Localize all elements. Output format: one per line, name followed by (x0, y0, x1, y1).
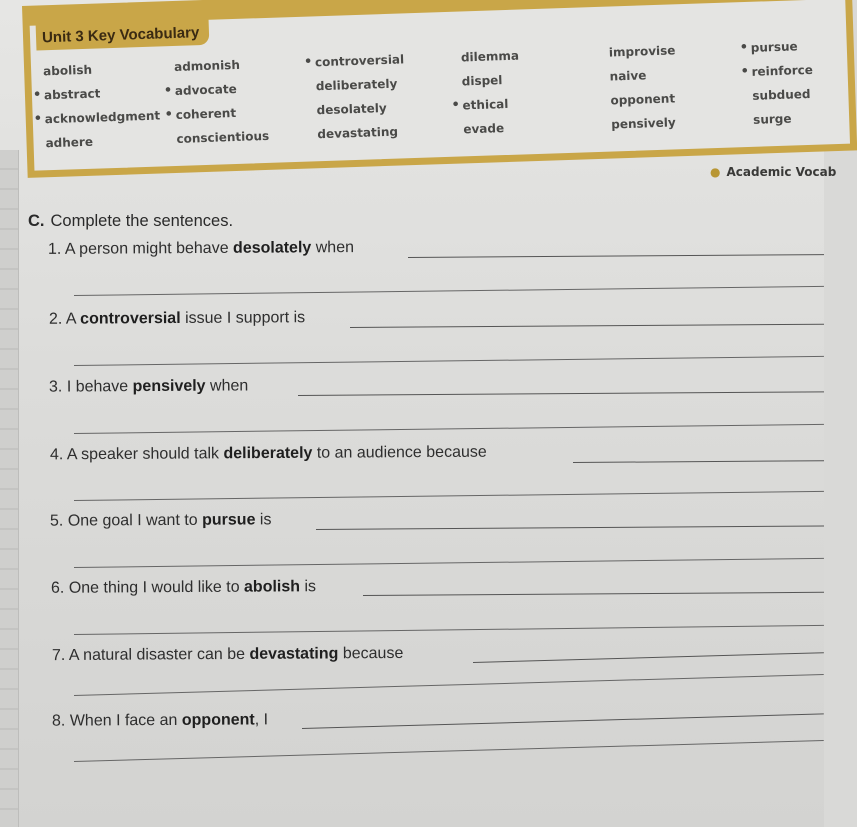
question-3 (49, 377, 248, 396)
vocabulary-word: deliberately (315, 76, 398, 94)
question-key-word: pensively (132, 377, 206, 396)
question-text-after: because (337, 644, 403, 663)
section-heading (28, 212, 233, 231)
question-text-after: is (255, 511, 272, 529)
answer-line[interactable] (302, 713, 824, 729)
vocabulary-word: evade (463, 121, 505, 137)
question-key-word: abolish (243, 578, 301, 596)
vocabulary-word: improvise (608, 43, 676, 60)
vocabulary-title: Unit 3 Key Vocabulary (36, 18, 210, 51)
vocabulary-word: naive (609, 68, 647, 84)
question-text-after: , I (254, 711, 269, 729)
question-text-before: When I face an (69, 711, 183, 730)
question-key-word: desolately (232, 239, 312, 257)
answer-line-second[interactable] (74, 356, 824, 366)
question-text-before: A natural disaster can be (68, 645, 250, 664)
answer-line-second[interactable] (74, 286, 824, 296)
answer-line[interactable] (350, 324, 824, 328)
vocabulary-word: conscientious (176, 128, 270, 146)
answer-line-second[interactable] (74, 424, 824, 434)
vocabulary-column (315, 47, 407, 146)
vocabulary-column (461, 44, 522, 142)
answer-line[interactable] (473, 652, 824, 663)
vocabulary-word: • advocate (175, 76, 268, 103)
question-number: 5. (50, 512, 69, 530)
answer-line-second[interactable] (74, 625, 824, 635)
vocabulary-word: surge (752, 111, 792, 127)
question-text-before: A (65, 310, 80, 328)
vocabulary-word: • abstract (44, 80, 160, 108)
vocabulary-word: • pursue (750, 34, 812, 60)
question-number: 1. (47, 240, 65, 258)
vocabulary-word: dilemma (460, 48, 520, 65)
bullet-icon: ● (710, 165, 721, 179)
question-key-word: pursue (202, 511, 256, 529)
academic-vocabulary-legend (710, 165, 836, 179)
question-text-after: is (299, 578, 317, 596)
vocabulary-word: • acknowledgment (44, 103, 160, 131)
question-number: 4. (49, 446, 67, 464)
question-text-after: when (205, 377, 249, 395)
vocabulary-column (43, 56, 162, 156)
answer-line[interactable] (298, 391, 824, 396)
question-number: 6. (50, 579, 69, 597)
question-key-word: devastating (249, 645, 339, 663)
question-text-before: One thing I would like to (68, 578, 245, 597)
question-6 (51, 578, 316, 598)
question-text-after: when (311, 239, 355, 257)
question-2 (49, 309, 305, 329)
vocabulary-word: subdued (752, 86, 811, 103)
vocabulary-word: • reinforce (751, 58, 813, 84)
vocabulary-box (22, 0, 857, 178)
vocabulary-word: • ethical (462, 92, 521, 118)
section-instruction: Complete the sentences. (50, 212, 234, 230)
answer-line-second[interactable] (74, 740, 824, 762)
vocabulary-column (174, 52, 270, 151)
answer-line-second[interactable] (74, 558, 824, 568)
vocabulary-word: opponent (610, 91, 676, 108)
question-number: 2. (48, 310, 66, 328)
vocabulary-word: abolish (42, 62, 93, 79)
vocabulary-column (750, 34, 815, 132)
academic-vocabulary-label: Academic Vocab (726, 165, 837, 179)
vocabulary-word: pensively (611, 115, 676, 132)
answer-line[interactable] (573, 460, 824, 463)
question-text-before: A speaker should talk (66, 445, 224, 464)
answer-line[interactable] (408, 254, 824, 258)
question-key-word: controversial (79, 309, 181, 328)
question-key-word: deliberately (223, 444, 313, 463)
question-4 (50, 444, 487, 465)
question-text-after: issue I support is (180, 309, 305, 327)
question-number: 7. (51, 646, 69, 665)
question-number: 3. (49, 378, 68, 396)
vocabulary-word: • coherent (175, 100, 268, 127)
vocabulary-column (608, 38, 678, 136)
question-8 (52, 711, 268, 730)
vocabulary-word: • controversial (315, 47, 405, 74)
question-text-before: I behave (66, 378, 133, 396)
answer-line-second[interactable] (74, 674, 824, 696)
question-1 (48, 239, 354, 259)
page-binding-edge (0, 150, 19, 827)
vocabulary-word: devastating (317, 124, 399, 142)
answer-line-second[interactable] (74, 491, 824, 501)
question-5 (50, 511, 272, 530)
vocabulary-word: desolately (316, 100, 387, 118)
section-letter: C. (28, 212, 45, 230)
question-7 (52, 645, 403, 665)
question-text-after: to an audience because (312, 443, 487, 462)
vocabulary-word: adhere (45, 134, 94, 151)
answer-line[interactable] (363, 592, 824, 596)
question-number: 8. (52, 712, 71, 730)
question-text-before: A person might behave (64, 239, 234, 258)
question-key-word: opponent (181, 711, 255, 729)
vocabulary-word: dispel (461, 73, 503, 89)
answer-line[interactable] (316, 525, 824, 530)
vocabulary-word: admonish (173, 57, 241, 74)
question-text-before: One goal I want to (68, 511, 203, 530)
